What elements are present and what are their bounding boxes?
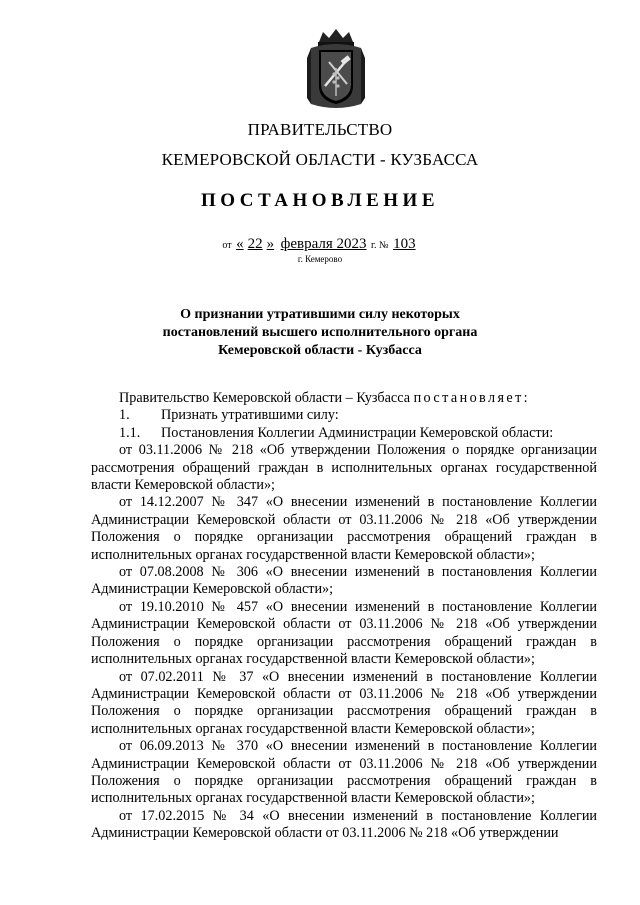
entry-paragraph: от 14.12.2007 № 347 «О внесении изменений в постановление Коллегии Администрации Кемеровской области от 03.11.2006 № 218 «Об утверждении Положения о порядке организации рассмотрения обращений граждан в исполнительных органах государственной власти Кемеровской области»; — [91, 494, 597, 563]
entry-paragraph: от 07.02.2011 № 37 «О внесении изменений в постановление Коллегии Администрации Кемеровской области от 03.11.2006 № 218 «Об утверждении Положения о порядке организации рассмотрения обращений граждан в исполнительных органах государственной власти Кемеровской области»; — [91, 668, 597, 737]
document-body — [91, 390, 597, 843]
title-line-1: О признании утратившими силу некоторых — [180, 307, 460, 322]
city: г. Кемерово — [297, 254, 343, 264]
item-1-1-text: Постановления Коллегии Администрации Кемеровской области: — [161, 424, 554, 441]
item-1-number: 1. — [119, 407, 130, 424]
entry-paragraph: от 17.02.2015 № 34 «О внесении изменений в постановление Коллегии Администрации Кемеровской области от 03.11.2006 № 218 «Об утверждении — [91, 807, 597, 842]
item-1 — [91, 407, 597, 424]
date-quote-open: « — [236, 236, 244, 252]
date-quote-close: » — [266, 236, 275, 252]
title-line-2: постановлений высшего исполнительного органа — [162, 325, 478, 340]
entry-paragraph: от 07.08.2008 № 306 «О внесении изменений в постановления Коллегии Администрации Кемеровской области»; — [91, 564, 597, 598]
entry-paragraph: от 06.09.2013 № 370 «О внесении изменений в постановление Коллегии Администрации Кемеровской области от 03.11.2006 № 218 «Об утверждении Положения о порядке организации рассмотрения обращений граждан в исполнительных органах государственной власти Кемеровской области»; — [91, 738, 597, 807]
item-1-1-number: 1.1. — [119, 424, 141, 441]
date-month-year: февраля 2023 — [280, 236, 367, 252]
org-line-2: КЕМЕРОВСКОЙ ОБЛАСТИ - КУЗБАССА — [161, 150, 479, 169]
document-type: ПОСТАНОВЛЕНИЕ — [200, 190, 440, 211]
entry-paragraph: от 19.10.2010 № 457 «О внесении изменений в постановление Коллегии Администрации Кемеровской области от 03.11.2006 № 218 «Об утверждении Положения о порядке организации рассмотрения обращений граждан в исполнительных органах государственной власти Кемеровской области»; — [91, 598, 597, 668]
intro-text: Правительство Кемеровской области – Кузбасса — [119, 390, 414, 406]
date-day: 22 — [247, 236, 263, 252]
item-1-text: Признать утратившими силу: — [161, 407, 339, 424]
intro-paragraph — [91, 390, 597, 407]
header — [0, 118, 640, 214]
document-number: 103 — [393, 236, 416, 252]
intro-colon: : — [523, 390, 528, 406]
entry-paragraph: от 03.11.2006 № 218 «Об утверждении Положения о порядке организации рассмотрения обращений граждан в исполнительных органах государственной власти Кемеровской области»; — [91, 442, 597, 494]
date-number-line — [0, 236, 640, 253]
number-sign: № — [379, 240, 389, 251]
date-year-suffix: г. — [371, 240, 377, 251]
item-1-1 — [91, 425, 597, 442]
document-title — [100, 306, 540, 360]
date-prefix: от — [222, 240, 232, 251]
kemerovo-coat-of-arms-icon — [305, 28, 367, 110]
intro-verb: постановляет — [413, 390, 524, 406]
org-line-1: ПРАВИТЕЛЬСТВО — [247, 120, 393, 139]
title-line-3: Кемеровской области - Кузбасса — [218, 343, 422, 358]
